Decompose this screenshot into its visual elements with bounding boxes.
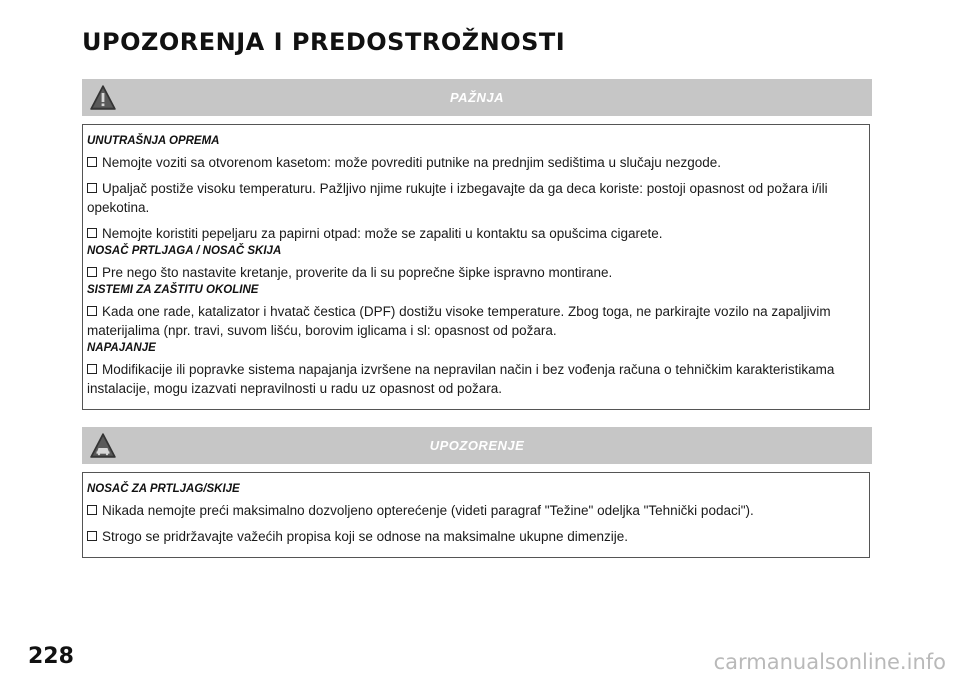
list-item-text: Pre nego što nastavite kretanje, proverite da li su poprečne šipke ispravno montirane. <box>102 265 613 280</box>
warning-title: UPOZORENJE <box>429 438 525 453</box>
list-item-text: Strogo se pridržavajte važećih propisa koji se odnose na maksimalne ukupne dimenzije. <box>102 529 629 544</box>
page-title: UPOZORENJA I PREDOSTROŽNOSTI <box>82 28 566 56</box>
checkbox-bullet-icon <box>87 306 97 316</box>
list-item <box>87 302 861 340</box>
caution-header-band <box>82 79 872 116</box>
checkbox-bullet-icon <box>87 228 97 238</box>
checkbox-bullet-icon <box>87 531 97 541</box>
list-item-text: Nikada nemojte preći maksimalno dozvoljeno opterećenje (videti paragraf "Težine" odeljka "Tehnički podaci"). <box>102 503 754 518</box>
warning-content-box <box>82 472 870 558</box>
section-heading: NOSAČ ZA PRTLJAG/SKIJE <box>87 483 240 495</box>
list-item-text: Upaljač postiže visoku temperaturu. Pažljivo njime rukujte i izbegavajte da ga deca koriste: postoji opasnost od požara i/ili opekotina. <box>87 181 828 215</box>
list-item <box>87 501 861 520</box>
watermark-text: carmanualsonline.info <box>713 650 946 674</box>
list-item <box>87 263 861 282</box>
list-item <box>87 179 861 217</box>
caution-title: PAŽNJA <box>449 90 505 105</box>
checkbox-bullet-icon <box>87 157 97 167</box>
list-item-text: Modifikacije ili popravke sistema napajanja izvršene na nepravilan način i bez vođenja računa o tehničkim karakteristikama instalacije, mogu izazvati nepravilnosti u radu uz opasnost od požara. <box>87 362 835 396</box>
list-item-text: Nemojte koristiti pepeljaru za papirni otpad: može se zapaliti u kontaktu sa opušcima cigarete. <box>102 226 663 241</box>
warning-header-band <box>82 427 872 464</box>
checkbox-bullet-icon <box>87 267 97 277</box>
caution-content-box <box>82 124 870 410</box>
checkbox-bullet-icon <box>87 505 97 515</box>
list-item <box>87 360 861 398</box>
list-item <box>87 527 861 546</box>
list-item-text: Kada one rade, katalizator i hvatač čestica (DPF) dostižu visoke temperature. Zbog toga, ne parkirajte vozilo na zapaljivim materijalima (npr. travi, suvom lišću, borovim iglicama i sl: opasnost od požara. <box>87 304 831 338</box>
page-number: 228 <box>28 644 74 669</box>
section-heading: SISTEMI ZA ZAŠTITU OKOLINE <box>87 284 259 296</box>
list-item-text: Nemojte voziti sa otvorenom kasetom: može povrediti putnike na prednjim sedištima u slučaju nezgode. <box>102 155 722 170</box>
list-item <box>87 224 861 243</box>
section-heading: UNUTRAŠNJA OPREMA <box>87 135 220 147</box>
section-heading: NAPAJANJE <box>87 342 156 354</box>
checkbox-bullet-icon <box>87 183 97 193</box>
section-heading: NOSAČ PRTLJAGA / NOSAČ SKIJA <box>87 245 282 257</box>
list-item <box>87 153 861 172</box>
checkbox-bullet-icon <box>87 364 97 374</box>
